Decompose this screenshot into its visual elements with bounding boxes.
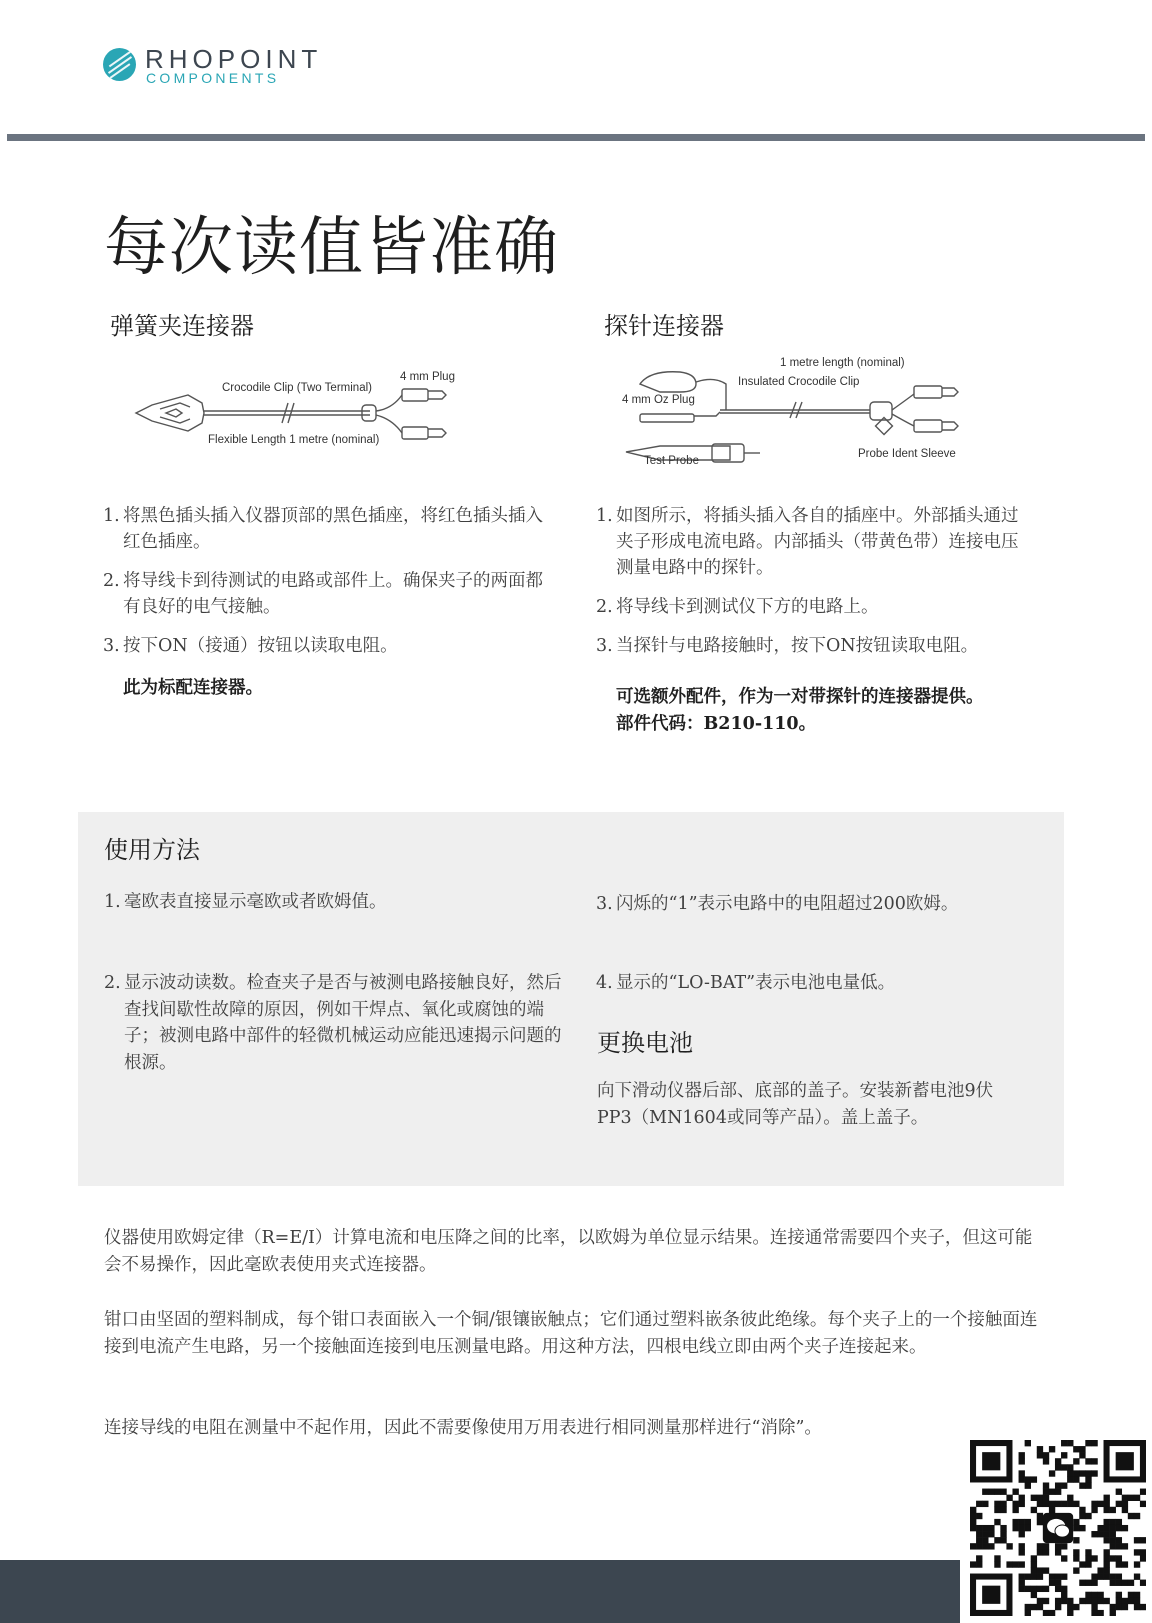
body-paragraph-3: 连接导线的电阻在测量中不起作用，因此不需要像使用万用表进行相同测量那样进行“消除”。 — [104, 1418, 822, 1438]
battery-text: 向下滑动仪器后部、底部的盖子。安装新蓄电池9伏PP3（MN1604或同等产品）。盖上盖子。 — [597, 1081, 994, 1128]
insulated-clip-label: Insulated Crocodile Clip — [738, 376, 860, 388]
probe-length-label: 1 metre length (nominal) — [780, 357, 905, 369]
list-item — [103, 633, 553, 659]
probe-note-line2: 部件代码：B210-110。 — [616, 714, 817, 734]
usage-heading: 使用方法 — [104, 836, 200, 864]
crocodile-connector-figure — [130, 365, 480, 465]
step-number: 2. — [596, 597, 613, 617]
probe-connector-heading: 探针连接器 — [604, 312, 724, 340]
body-paragraph-1: 仪器使用欧姆定律（R=E/I）计算电流和电压降之间的比率，以欧姆为单位显示结果。连接通常需要四个夹子，但这可能会不易操作，因此毫欧表使用夹式连接器。 — [104, 1228, 1033, 1275]
step-number: 2. — [103, 571, 120, 591]
list-item — [103, 503, 553, 555]
step-number: 3. — [596, 636, 613, 656]
item-text: 闪烁的“1”表示电路中的电阻超过200欧姆。 — [616, 894, 959, 914]
step-text: 当探针与电路接触时，按下ON按钮读取电阻。 — [616, 636, 979, 656]
list-item — [596, 594, 1026, 620]
plug-label: 4 mm Plug — [400, 371, 455, 383]
item-text: 显示的“LO-BAT”表示电池电量低。 — [616, 973, 896, 993]
battery-heading: 更换电池 — [597, 1029, 693, 1057]
item-text: 毫欧表直接显示毫欧或者欧姆值。 — [124, 892, 387, 912]
list-item — [103, 568, 553, 620]
wechat-qr-code — [970, 1440, 1146, 1616]
brand-logo — [103, 46, 383, 90]
logo-globe-icon — [103, 48, 136, 81]
brand-name: RHOPOINT — [145, 44, 323, 74]
crocodile-connector-heading: 弹簧夹连接器 — [110, 312, 254, 340]
step-text: 将导线卡到待测试的电路或部件上。确保夹子的两面都有良好的电气接触。 — [123, 571, 543, 617]
usage-item-4 — [596, 970, 1036, 997]
ident-sleeve-label: Probe Ident Sleeve — [858, 448, 956, 460]
usage-item-1 — [104, 889, 564, 916]
length-label: Flexible Length 1 metre (nominal) — [208, 434, 380, 446]
item-number: 3. — [596, 894, 613, 914]
qr-code-icon — [970, 1440, 1146, 1616]
step-text: 按下ON（接通）按钮以读取电阻。 — [123, 636, 398, 656]
page-title: 每次读值皆准确 — [104, 211, 559, 285]
brand-subtitle: COMPONENTS — [146, 70, 280, 86]
list-item — [596, 633, 1026, 659]
step-text: 将黑色插头插入仪器顶部的黑色插座，将红色插头插入红色插座。 — [123, 506, 543, 552]
list-item — [596, 503, 1026, 581]
item-text: 显示波动读数。检查夹子是否与被测电路接触良好，然后查找间歇性故障的原因，例如干焊点、氧化或腐蚀的端子；被测电路中部件的轻微机械运动应能迅速揭示问题的根源。 — [124, 973, 562, 1073]
step-number: 3. — [103, 636, 120, 656]
body-paragraph-2: 钳口由坚固的塑料制成，每个钳口表面嵌入一个铜/银镶嵌触点；它们通过塑料嵌条彼此绝缘。每个夹子上的一个接触面连接到电流产生电路，另一个接触面连接到电压测量电路。用这种方法，四根电线立即由两个夹子连接起来。 — [104, 1310, 1038, 1357]
item-number: 4. — [596, 973, 613, 993]
crocodile-note: 此为标配连接器。 — [123, 678, 263, 698]
step-number: 1. — [103, 506, 120, 526]
probe-steps-list — [596, 503, 1026, 672]
usage-item-2 — [104, 970, 564, 1076]
item-number: 2. — [104, 973, 121, 993]
oz-plug-label: 4 mm Oz Plug — [622, 394, 695, 406]
header-rule — [7, 134, 1145, 141]
clip-label: Crocodile Clip (Two Terminal) — [222, 382, 372, 394]
usage-item-3 — [596, 891, 1036, 918]
probe-note-line1: 可选额外配件，作为一对带探针的连接器提供。 — [616, 687, 984, 707]
step-text: 将导线卡到测试仪下方的电路上。 — [616, 597, 879, 617]
crocodile-steps-list — [103, 503, 553, 672]
probe-connector-figure — [620, 357, 980, 470]
test-probe-label: Test Probe — [644, 455, 699, 467]
step-text: 如图所示，将插头插入各自的插座中。外部插头通过夹子形成电流电路。内部插头（带黄色带）连接电压测量电路中的探针。 — [616, 506, 1019, 578]
item-number: 1. — [104, 892, 121, 912]
footer-bar — [0, 1560, 960, 1623]
step-number: 1. — [596, 506, 613, 526]
